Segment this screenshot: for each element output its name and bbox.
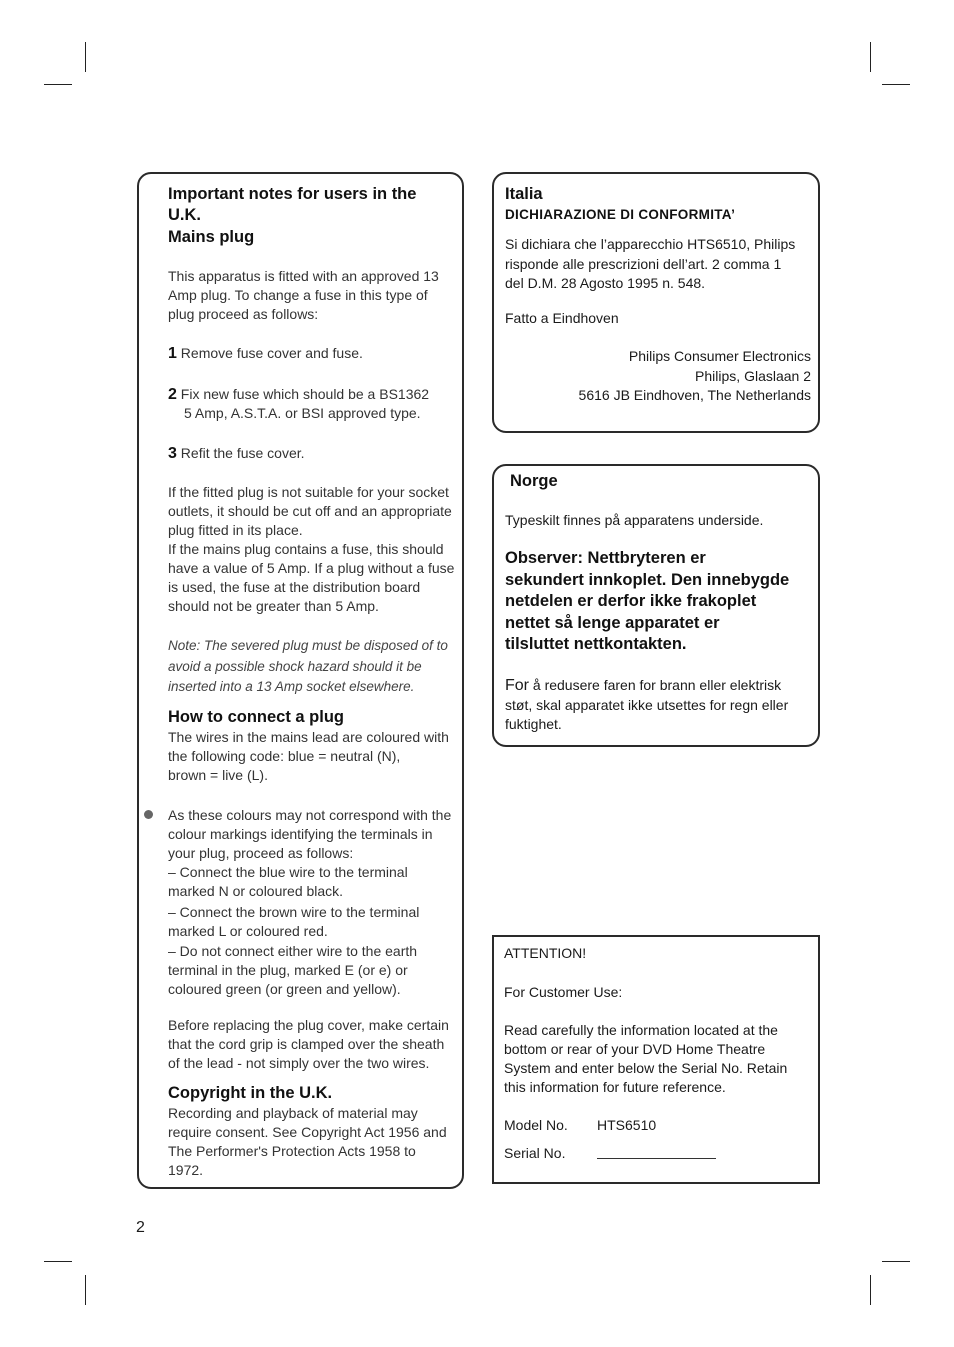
crop-mark [882,1261,910,1262]
norge-warning-text: fuktighet. [505,716,562,732]
norge-warning-first-word: For [505,677,529,694]
bullet-text: coloured green (or green and yellow). [168,981,401,997]
connect-text: the following code: blue = neutral (N), [168,748,401,764]
step-number: 2 [168,386,177,403]
norge-label-note: Typeskilt finnes på apparatens underside. [505,512,764,528]
norge-observer: tilsluttet nettkontakten. [505,635,687,653]
mains-plug-heading: Mains plug [168,228,255,246]
italia-subheading: DICHIARAZIONE DI CONFORMITA’ [505,207,736,222]
note-text: inserted into a 13 Amp socket elsewhere. [168,679,415,694]
replace-text: that the cord grip is clamped over the sheath [168,1036,445,1052]
model-value: HTS6510 [597,1117,657,1133]
attention-heading: ATTENTION! [504,945,587,961]
bullet-text: your plug, proceed as follows: [168,845,354,861]
uk-title-line2: U.K. [168,206,201,224]
step-3 [168,444,305,463]
norge-observer: nettet så lenge apparatet er [505,614,720,632]
step-text: 5 Amp, A.S.T.A. or BSI approved type. [184,405,421,421]
bullet-text: marked L or coloured red. [168,923,328,939]
attention-text: this information for future reference. [504,1079,726,1095]
copyright-text: The Performer's Protection Acts 1958 to [168,1143,416,1159]
page-number: 2 [136,1219,145,1236]
crop-mark [44,84,72,85]
italia-address: Philips Consumer Electronics [628,348,811,364]
crop-mark [85,42,86,72]
intro-text: Amp plug. To change a fuse in this type of [168,287,428,303]
plug-paragraph: is used, the fuse at the distribution board [168,579,421,595]
norge-warning-text: å redusere faren for brann eller elektrisk [529,677,782,693]
customer-use-label: For Customer Use: [504,984,623,1000]
italia-text: risponde alle prescrizioni dell’art. 2 comma 1 [505,256,782,272]
plug-paragraph: plug fitted in its place. [168,522,303,538]
plug-paragraph: If the mains plug contains a fuse, this should [168,541,444,557]
attention-text: System and enter below the Serial No. Retain [504,1060,788,1076]
italia-heading: Italia [505,185,543,203]
bullet-text: – Do not connect either wire to the earth [168,943,418,959]
norge-heading: Norge [510,472,558,490]
replace-text: of the lead - not simply over the two wires. [168,1055,430,1071]
uk-title-line1: Important notes for users in the [168,185,417,203]
crop-mark [870,42,871,72]
crop-mark [882,84,910,85]
model-label: Model No. [504,1117,568,1133]
crop-mark [85,1275,86,1305]
norge-observer: Observer: Nettbryteren er [505,549,706,567]
step-text: Fix new fuse which should be a BS1362 [180,386,430,402]
note-text: Note: The severed plug must be disposed of to [168,638,448,653]
bullet-icon [144,810,153,819]
intro-text: This apparatus is fitted with an approved 13 [168,268,439,284]
italia-address: Philips, Glaslaan 2 [695,368,811,384]
copyright-text: 1972. [168,1162,204,1178]
italia-text: Si dichiara che l’apparecchio HTS6510, Philips [505,236,796,252]
bullet-text: colour markings identifying the terminals in [168,826,433,842]
copyright-text: require consent. See Copyright Act 1956 and [168,1124,447,1140]
copyright-text: Recording and playback of material may [168,1105,418,1121]
plug-paragraph: If the fitted plug is not suitable for your socket [168,484,449,500]
italia-made-in: Fatto a Eindhoven [505,310,619,326]
plug-paragraph: have a value of 5 Amp. If a plug without a fuse [168,560,455,576]
bullet-text: marked N or coloured black. [168,883,344,899]
italia-text: del D.M. 28 Agosto 1995 n. 548. [505,275,706,291]
crop-mark [44,1261,72,1262]
norge-warning [505,676,781,696]
step-2 [168,385,429,404]
replace-text: Before replacing the plug cover, make certain [168,1017,449,1033]
step-1 [168,344,363,363]
note-text: avoid a possible shock hazard should it be [168,659,422,674]
connect-text: brown = live (L). [168,767,268,783]
connect-text: The wires in the mains lead are coloured with [168,729,449,745]
bullet-text: – Connect the brown wire to the terminal [168,904,420,920]
attention-text: bottom or rear of your DVD Home Theatre [504,1041,766,1057]
plug-paragraph: should not be greater than 5 Amp. [168,598,379,614]
serial-number-field[interactable] [597,1146,716,1159]
bullet-text: – Connect the blue wire to the terminal [168,864,408,880]
crop-mark [870,1275,871,1305]
bullet-text: As these colours may not correspond with the [168,807,452,823]
norge-observer: netdelen er derfor ikke frakoplet [505,592,757,610]
italia-address: 5616 JB Eindhoven, The Netherlands [578,387,811,403]
bullet-text: terminal in the plug, marked E (or e) or [168,962,408,978]
attention-text: Read carefully the information located at the [504,1022,778,1038]
step-text: Remove fuse cover and fuse. [180,345,363,361]
norge-observer: sekundert innkoplet. Den innebygde [505,571,790,589]
step-number: 3 [168,445,177,462]
step-text: Refit the fuse cover. [180,445,305,461]
copyright-heading: Copyright in the U.K. [168,1084,333,1102]
plug-paragraph: outlets, it should be cut off and an appropriate [168,503,452,519]
intro-text: plug proceed as follows: [168,306,319,322]
connect-heading: How to connect a plug [168,708,344,726]
norge-warning-text: støt, skal apparatet ikke utsettes for regn eller [505,697,789,713]
step-number: 1 [168,345,177,362]
serial-label: Serial No. [504,1145,566,1161]
